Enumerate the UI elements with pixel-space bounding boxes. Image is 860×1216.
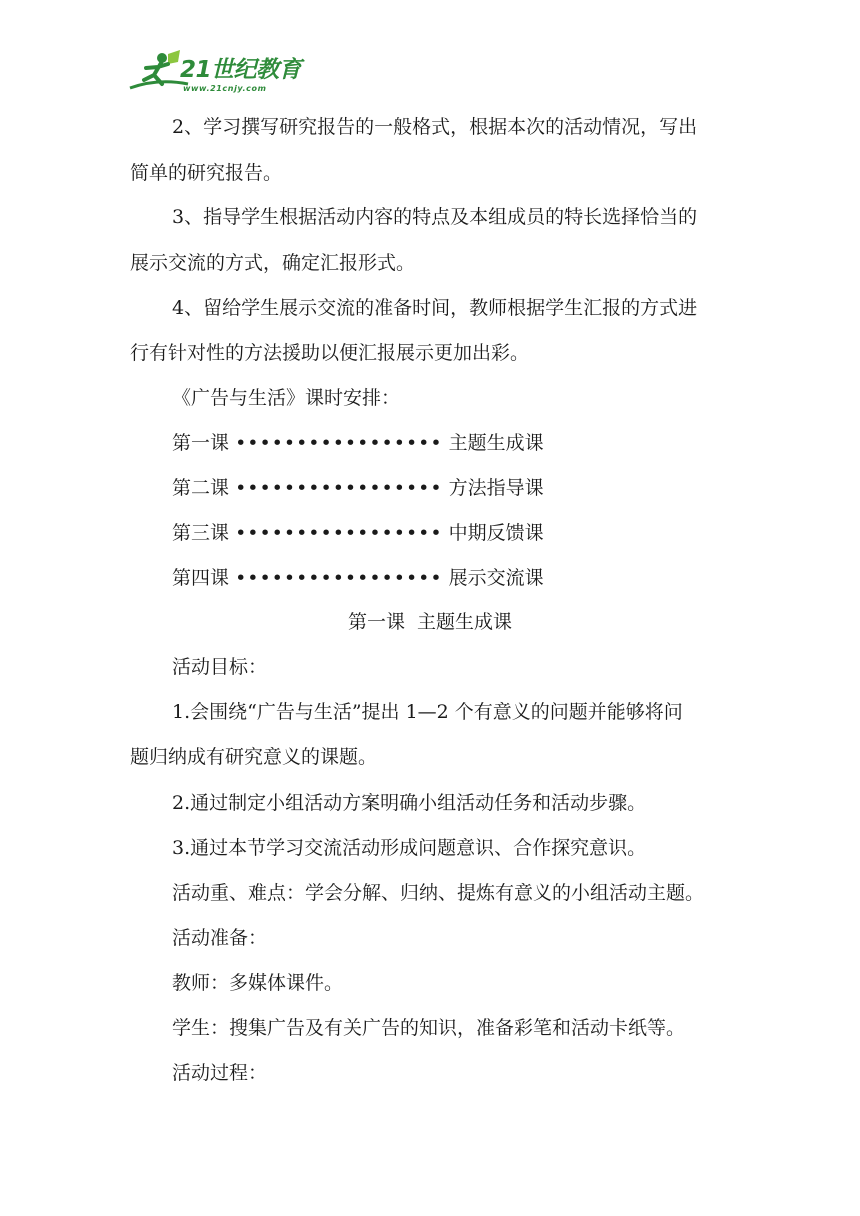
toc-lesson-name: 方法指导课 — [448, 477, 544, 499]
lesson-1-heading: 第一课 主题生成课 — [347, 611, 513, 633]
toc-lesson: 第四课 — [172, 567, 230, 589]
student-prep: 学生：搜集广告及有关广告的知识，准备彩笔和活动卡纸等。 — [172, 1017, 686, 1039]
toc-leader-dots: ••••••••••••••••• — [235, 567, 443, 589]
logo-url: www.21cnjy.com — [183, 84, 267, 93]
toc-lesson: 第一课 — [172, 432, 230, 454]
toc-leader-dots: ••••••••••••••••• — [235, 432, 443, 454]
goals-label: 活动目标： — [172, 656, 268, 678]
toc-lesson-name: 中期反馈课 — [448, 522, 544, 544]
teacher-prep: 教师：多媒体课件。 — [172, 972, 344, 994]
toc-lesson-name: 主题生成课 — [448, 432, 544, 454]
toc-leader-dots: ••••••••••••••••• — [235, 477, 443, 499]
paragraph-4-line-2: 行有针对性的方法援助以便汇报展示更加出彩。 — [130, 342, 530, 364]
paragraph-4-line-1: 4、留给学生展示交流的准备时间，教师根据学生汇报的方式进 — [172, 297, 698, 319]
paragraph-2-line-1: 2、学习撰写研究报告的一般格式，根据本次的活动情况，写出 — [172, 116, 698, 138]
toc-leader-dots: ••••••••••••••••• — [235, 522, 443, 544]
schedule-title: 《广告与生活》课时安排： — [172, 387, 401, 409]
prep-label: 活动准备： — [172, 927, 268, 949]
toc-lesson: 第二课 — [172, 477, 230, 499]
goal-3: 3.通过本节学习交流活动形成问题意识、合作探究意识。 — [172, 837, 647, 859]
toc-lesson: 第三课 — [172, 522, 230, 544]
goal-1-line-1: 1.会围绕“广告与生活”提出 1—2 个有意义的问题并能够将问 — [172, 701, 683, 723]
toc-lesson-name: 展示交流课 — [448, 567, 544, 589]
goal-1-line-2: 题归纳成有研究意义的课题。 — [130, 746, 378, 768]
process-label: 活动过程： — [172, 1062, 268, 1084]
goal-2: 2.通过制定小组活动方案明确小组活动任务和活动步骤。 — [172, 792, 647, 814]
toc-entry — [172, 473, 544, 503]
toc-entry — [172, 563, 544, 593]
paragraph-2-line-2: 简单的研究报告。 — [130, 162, 283, 184]
toc-entry — [172, 428, 544, 458]
key-points: 活动重、难点：学会分解、归纳、提炼有意义的小组活动主题。 — [172, 882, 705, 904]
paragraph-3-line-1: 3、指导学生根据活动内容的特点及本组成员的特长选择恰当的 — [172, 206, 698, 228]
paragraph-3-line-2: 展示交流的方式，确定汇报形式。 — [130, 252, 416, 274]
toc-entry — [172, 518, 544, 548]
logo-text: 21世纪教育 — [180, 57, 302, 83]
